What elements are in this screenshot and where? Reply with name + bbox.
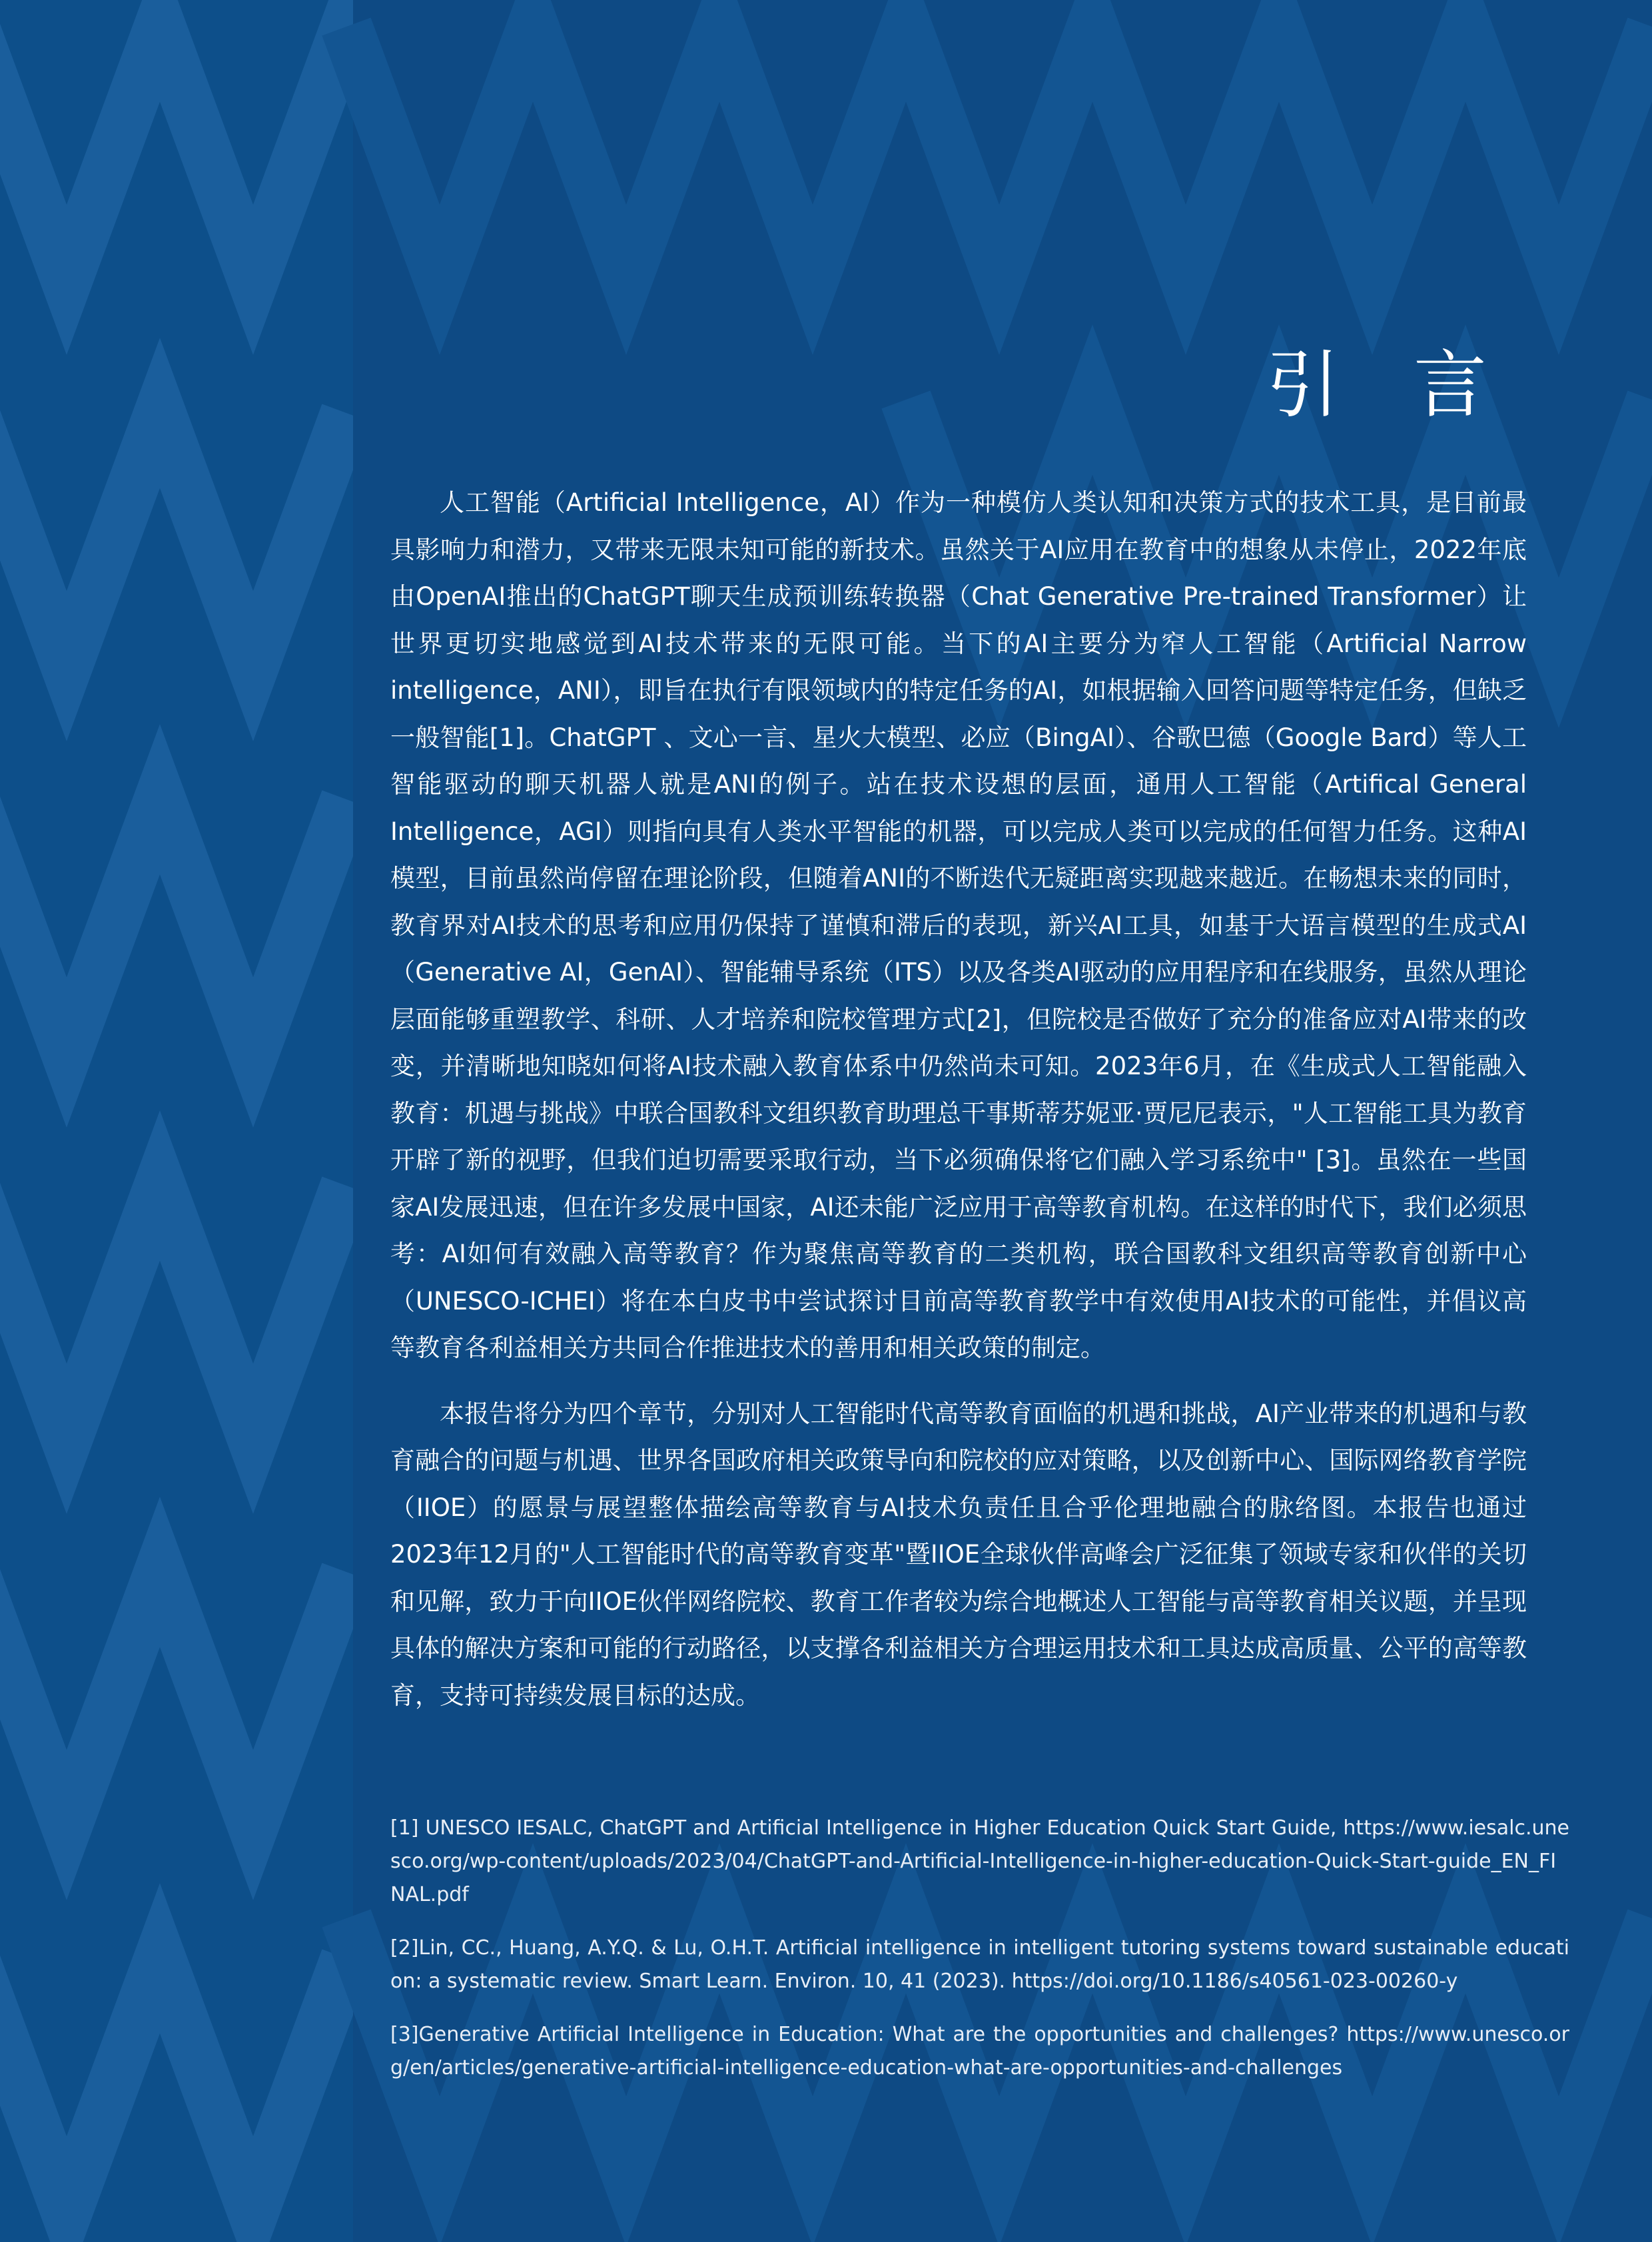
footnotes — [390, 1812, 1569, 2105]
footnote: [2]Lin, CC., Huang, A.Y.Q. & Lu, O.H.T. Artificial intelligence in intelligent tutoring systems toward sustainable education: a systematic review. Smart Learn. Environ. 10, 41 (2023). https://doi.org/10.1186/s40561-023-00260-y — [390, 1936, 1569, 1993]
body-text — [390, 480, 1527, 1738]
page-title: 引 言 — [1266, 342, 1512, 428]
paragraph: 人工智能（Artificial Intelligence，AI）作为一种模仿人类认知和决策方式的技术工具，是目前最具影响力和潜力，又带来无限未知可能的新技术。虽然关于AI应用在教育中的想象从未停止，2022年底由OpenAI推出的ChatGPT聊天生成预训练转换器（Chat Generative Pre-trained Transformer）让世界更切实地感觉到AI技术带来的无限可能。当下的AI主要分为窄人工智能（Artificial Narrow intelligence，ANI），即旨在执行有限领域内的特定任务的AI，如根据输入回答问题等特定任务，但缺乏一般智能[1]。ChatGPT 、文心一言、星火大模型、必应（BingAI）、谷歌巴德（Google Bard）等人工智能驱动的聊天机器人就是ANI的例子。站在技术设想的层面，通用人工智能（Artifical General Intelligence，AGI）则指向具有人类水平智能的机器，可以完成人类可以完成的任何智力任务。这种AI模型，目前虽然尚停留在理论阶段，但随着ANI的不断迭代无疑距离实现越来越近。在畅想未来的同时，教育界对AI技术的思考和应用仍保持了谨慎和滞后的表现，新兴AI工具，如基于大语言模型的生成式AI （Generative AI，GenAI）、智能辅导系统（ITS）以及各类AI驱动的应用程序和在线服务，虽然从理论层面能够重塑教学、科研、人才培养和院校管理方式[2]，但院校是否做好了充分的准备应对AI带来的改变，并清晰地知晓如何将AI技术融入教育体系中仍然尚未可知。2023年6月，在《生成式人工智能融入教育：机遇与挑战》中联合国教科文组织教育助理总干事斯蒂芬妮亚·贾尼尼表示，"人工智能工具为教育开辟了新的视野，但我们迫切需要采取行动，当下必须确保将它们融入学习系统中" [3]。虽然在一些国家AI发展迅速，但在许多发展中国家，AI还未能广泛应用于高等教育机构。在这样的时代下，我们必须思考：AI如何有效融入高等教育？作为聚焦高等教育的二类机构，联合国教科文组织高等教育创新中心（UNESCO-ICHEI）将在本白皮书中尝试探讨目前高等教育教学中有效使用AI技术的可能性，并倡议高等教育各利益相关方共同合作推进技术的善用和相关政策的制定。 — [390, 488, 1527, 1362]
footnote: [1] UNESCO IESALC, ChatGPT and Artificial Intelligence in Higher Education Quick Start Guide, https://www.iesalc.unesco.org/wp-content/uploads/2023/04/ChatGPT-and-Artificial-Intelligence-in-higher-education-Quick-Start-guide_EN_FINAL.pdf — [390, 1816, 1569, 1906]
footnote: [3]Generative Artificial Intelligence in Education: What are the opportunities and challenges? https://www.unesco.org/en/articles/generative-artificial-intelligence-education-what-are-opportunities-and-challenges — [390, 2023, 1569, 2079]
paragraph: 本报告将分为四个章节，分别对人工智能时代高等教育面临的机遇和挑战，AI产业带来的机遇和与教育融合的问题与机遇、世界各国政府相关政策导向和院校的应对策略，以及创新中心、国际网络教育学院（IIOE）的愿景与展望整体描绘高等教育与AI技术负责任且合乎伦理地融合的脉络图。本报告也通过2023年12月的"人工智能时代的高等教育变革"暨IIOE全球伙伴高峰会广泛征集了领域专家和伙伴的关切和见解，致力于向IIOE伙伴网络院校、教育工作者较为综合地概述人工智能与高等教育相关议题，并呈现具体的解决方案和可能的行动路径，以支撑各利益相关方合理运用技术和工具达成高质量、公平的高等教育，支持可持续发展目标的达成。 — [390, 1399, 1527, 1710]
